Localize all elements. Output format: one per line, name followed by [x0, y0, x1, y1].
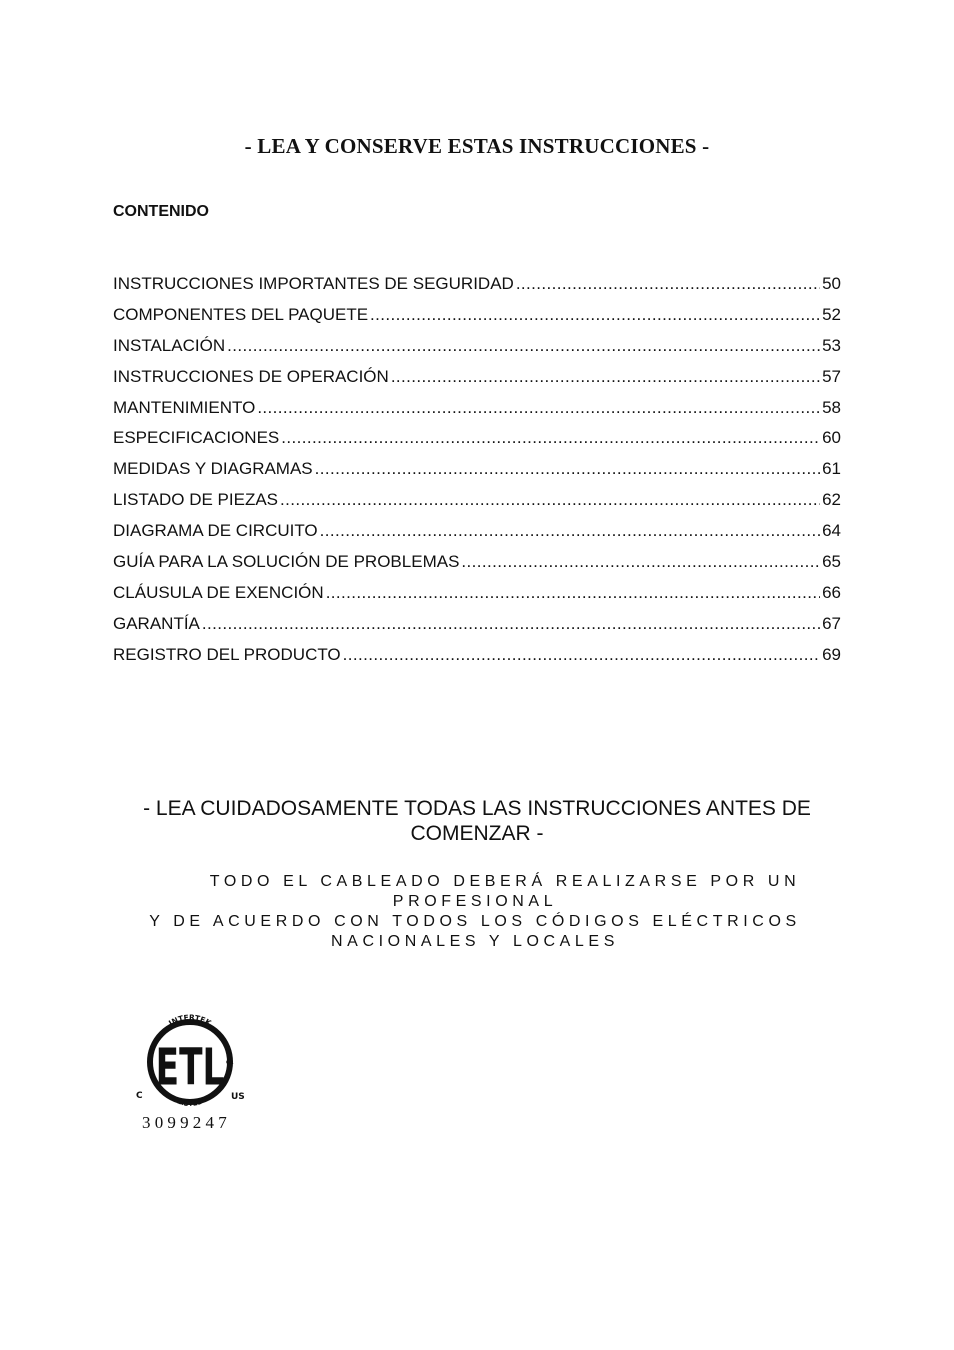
toc-entry-page: 66: [822, 582, 841, 602]
toc-entry[interactable]: [113, 459, 841, 490]
toc-entry-label: GUÍA PARA LA SOLUCIÓN DE PROBLEMAS: [113, 552, 460, 572]
toc-leader-dots: [370, 305, 820, 325]
svg-text:US: US: [231, 1092, 245, 1102]
wiring-notice-line: PROFESIONAL: [392, 893, 558, 910]
toc-entry-label: MANTENIMIENTO: [113, 397, 256, 417]
toc-entry-page: 60: [822, 428, 841, 448]
svg-text:C: C: [136, 1091, 143, 1101]
wiring-notice-line: Y DE ACUERDO CON TODOS LOS CÓDIGOS ELÉCTRICOS: [149, 913, 801, 930]
page-title: - LEA Y CONSERVE ESTAS INSTRUCCIONES -: [244, 134, 710, 158]
toc-entry-page: 52: [822, 304, 841, 324]
toc-entry[interactable]: [113, 521, 841, 552]
toc-entry-label: DIAGRAMA DE CIRCUITO: [113, 521, 318, 541]
toc-entry-page: 62: [822, 490, 841, 510]
toc-entry-label: MEDIDAS Y DIAGRAMAS: [113, 459, 313, 479]
toc-leader-dots: [391, 367, 820, 387]
svg-text:LISTED: LISTED: [175, 1097, 205, 1109]
read-instructions-warning: - LEA CUIDADOSAMENTE TODAS LAS INSTRUCCIONES ANTES DE COMENZAR -: [143, 797, 811, 845]
certification-number: 3099247: [142, 1113, 231, 1132]
contents-heading: CONTENIDO: [113, 203, 209, 220]
toc-entry-page: 50: [822, 274, 841, 293]
svg-text:CR: CR: [226, 1060, 234, 1066]
toc-entry[interactable]: [113, 305, 841, 336]
svg-text:ETL: ETL: [155, 1039, 225, 1098]
toc-entry-page: 64: [822, 521, 841, 541]
toc-entry-label: COMPONENTES DEL PAQUETE: [113, 304, 369, 324]
wiring-notice-line: TODO EL CABLEADO DEBERÁ REALIZARSE POR UN: [209, 873, 801, 890]
toc-entry-label: INSTALACIÓN: [113, 335, 226, 355]
toc-leader-dots: [257, 398, 820, 418]
toc-entry-page: 57: [822, 366, 841, 386]
toc-entry-label: ESPECIFICACIONES: [113, 428, 280, 448]
toc-leader-dots: [227, 336, 820, 356]
svg-text:INTERTEK: INTERTEK: [167, 1014, 213, 1028]
toc-entry-page: 67: [822, 613, 841, 633]
toc-entry-page: 61: [822, 459, 841, 479]
toc-entry[interactable]: [113, 274, 841, 305]
toc-entry[interactable]: [113, 428, 841, 459]
toc-entry-page: 65: [822, 552, 841, 572]
toc-leader-dots: [280, 490, 820, 510]
toc-entry-label: INSTRUCCIONES IMPORTANTES DE SEGURIDAD: [113, 274, 514, 293]
toc-leader-dots: [516, 274, 820, 294]
toc-entry-label: LISTADO DE PIEZAS: [113, 490, 279, 510]
toc-entry-label: REGISTRO DEL PRODUCTO: [113, 644, 341, 664]
etl-listed-logo-icon: [134, 1014, 250, 1110]
toc-leader-dots: [281, 428, 820, 448]
wiring-notice: [140, 872, 810, 952]
toc-entry-label: GARANTÍA: [113, 613, 200, 633]
toc-entry[interactable]: [113, 490, 841, 521]
toc-entry[interactable]: [113, 552, 841, 583]
toc-entry-label: INSTRUCCIONES DE OPERACIÓN: [113, 366, 389, 386]
toc-leader-dots: [343, 645, 820, 665]
toc-entry-label: CLÁUSULA DE EXENCIÓN: [113, 582, 324, 602]
table-of-contents: [113, 274, 841, 676]
toc-entry-page: 69: [822, 644, 841, 664]
wiring-notice-line: NACIONALES Y LOCALES: [331, 933, 619, 950]
toc-entry[interactable]: [113, 614, 841, 645]
toc-entry-page: 53: [822, 335, 841, 355]
toc-entry[interactable]: [113, 645, 841, 676]
toc-leader-dots: [326, 583, 820, 603]
toc-leader-dots: [202, 614, 820, 634]
toc-leader-dots: [461, 552, 820, 572]
toc-entry[interactable]: [113, 398, 841, 429]
toc-leader-dots: [315, 459, 820, 479]
toc-entry-page: 58: [822, 397, 841, 417]
toc-entry[interactable]: [113, 367, 841, 398]
toc-entry[interactable]: [113, 583, 841, 614]
toc-leader-dots: [320, 521, 820, 541]
toc-entry[interactable]: [113, 336, 841, 367]
